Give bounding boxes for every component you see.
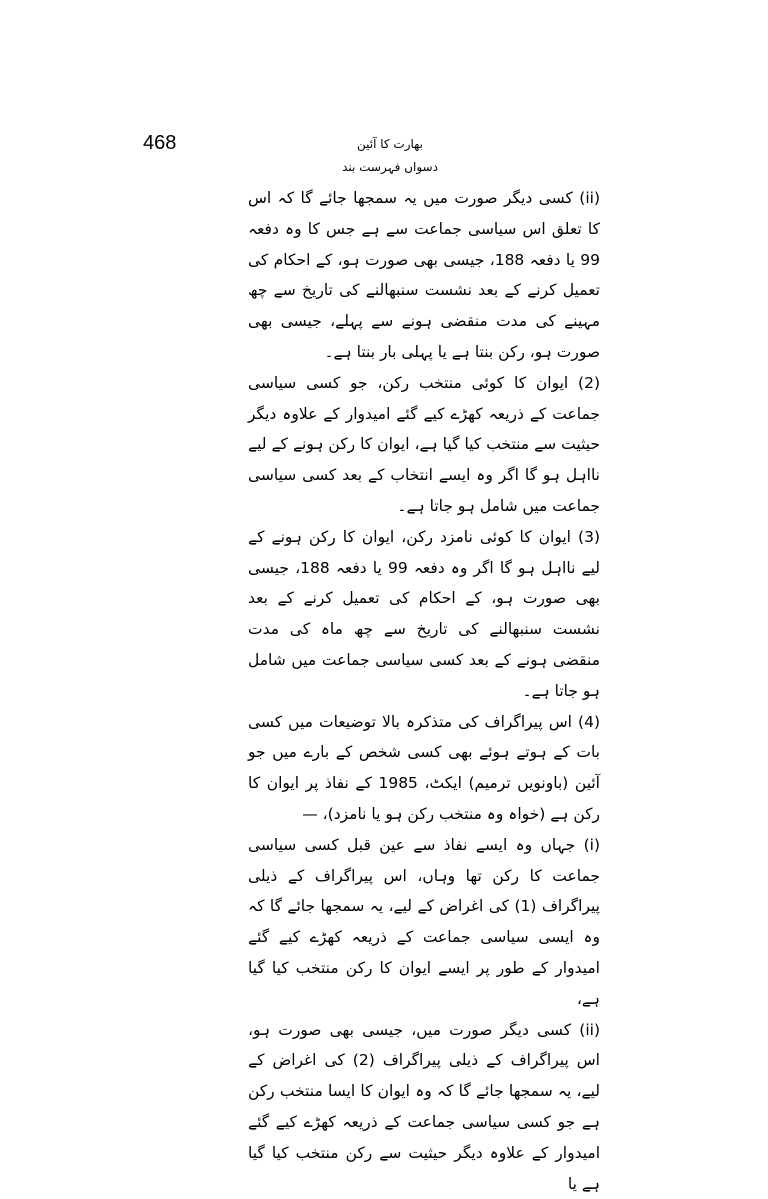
schedule-title: دسواں فہرست بند xyxy=(342,160,438,174)
body-text xyxy=(248,183,600,1193)
paragraph-4-ii: (ii) کسی دیگر صورت میں، جیسی بھی صورت ہو، اس پیراگراف کے ذیلی پیراگراف (2) کی اغراض کے لیے، یہ سمجھا جائے گا کہ وہ ایوان کا ایسا منتخب رکن ہے جو کسی سیاسی جماعت کے ذریعہ کھڑے کیے گئے امیدوار کے علاوہ دیگر حیثیت سے رکن منتخب کیا گیا ہے یا xyxy=(248,1020,600,1193)
book-title: بھارت کا آئین xyxy=(356,137,424,151)
paragraph-4: (4) اس پیراگراف کی متذکرہ بالا توضیعات میں کسی بات کے ہوتے ہوئے بھی کسی شخص کے بارے میں جو آئین (باونویں ترمیم) ایکٹ، 1985 کے نفاذ پر ایوان کا رکن ہے (خواہ وہ منتخب رکن ہو یا نامزد)، — xyxy=(248,712,600,823)
paragraph-2: (2) ایوان کا کوئی منتخب رکن، جو کسی سیاسی جماعت کے ذریعہ کھڑے کیے گئے امیدوار کے علاوہ دیگر حیثیت سے منتخب کیا گیا ہے، ایوان کا رکن ہونے کے لیے نااہل ہو گا اگر وہ ایسے انتخاب کے بعد کسی سیاسی جماعت میں شامل ہو جاتا ہے۔ xyxy=(248,373,600,515)
paragraph-4-i: (i) جہاں وہ ایسے نفاذ سے عین قبل کسی سیاسی جماعت کا رکن تھا وہاں، اس پیراگراف کے ذیلی پیراگراف (1) کی اغراض کے لیے، یہ سمجھا جائے گا کہ وہ ایسی سیاسی جماعت کے ذریعہ کھڑے کیے گئے امیدوار کے طور پر ایسے ایوان کا رکن منتخب کیا گیا ہے، xyxy=(248,835,600,1008)
page-number: 468 xyxy=(143,132,177,154)
paragraph-1-ii: (ii) کسی دیگر صورت میں یہ سمجھا جائے گا کہ اس کا تعلق اس سیاسی جماعت سے ہے جس کا وہ دفعہ 99 یا دفعہ 188، جیسی بھی صورت ہو، کے احکام کی تعمیل کرنے کے بعد نشست سنبھالنے کی تاریخ سے چھ مہینے کی مدت منقضی ہونے سے پہلے، جیسی بھی صورت ہو، رکن بنتا ہے یا پہلی بار بنتا ہے۔ xyxy=(248,189,600,361)
paragraph-3: (3) ایوان کا کوئی نامزد رکن، ایوان کا رکن ہونے کے لیے نااہل ہو گا اگر وہ دفعہ 99 یا دفعہ 188، جیسی بھی صورت ہو، کے احکام کی تعمیل کرنے کے بعد نشست سنبھالنے کی تاریخ سے چھ ماہ کی مدت منقضی ہونے کے بعد کسی سیاسی جماعت میں شامل ہو جاتا ہے۔ xyxy=(248,527,600,700)
